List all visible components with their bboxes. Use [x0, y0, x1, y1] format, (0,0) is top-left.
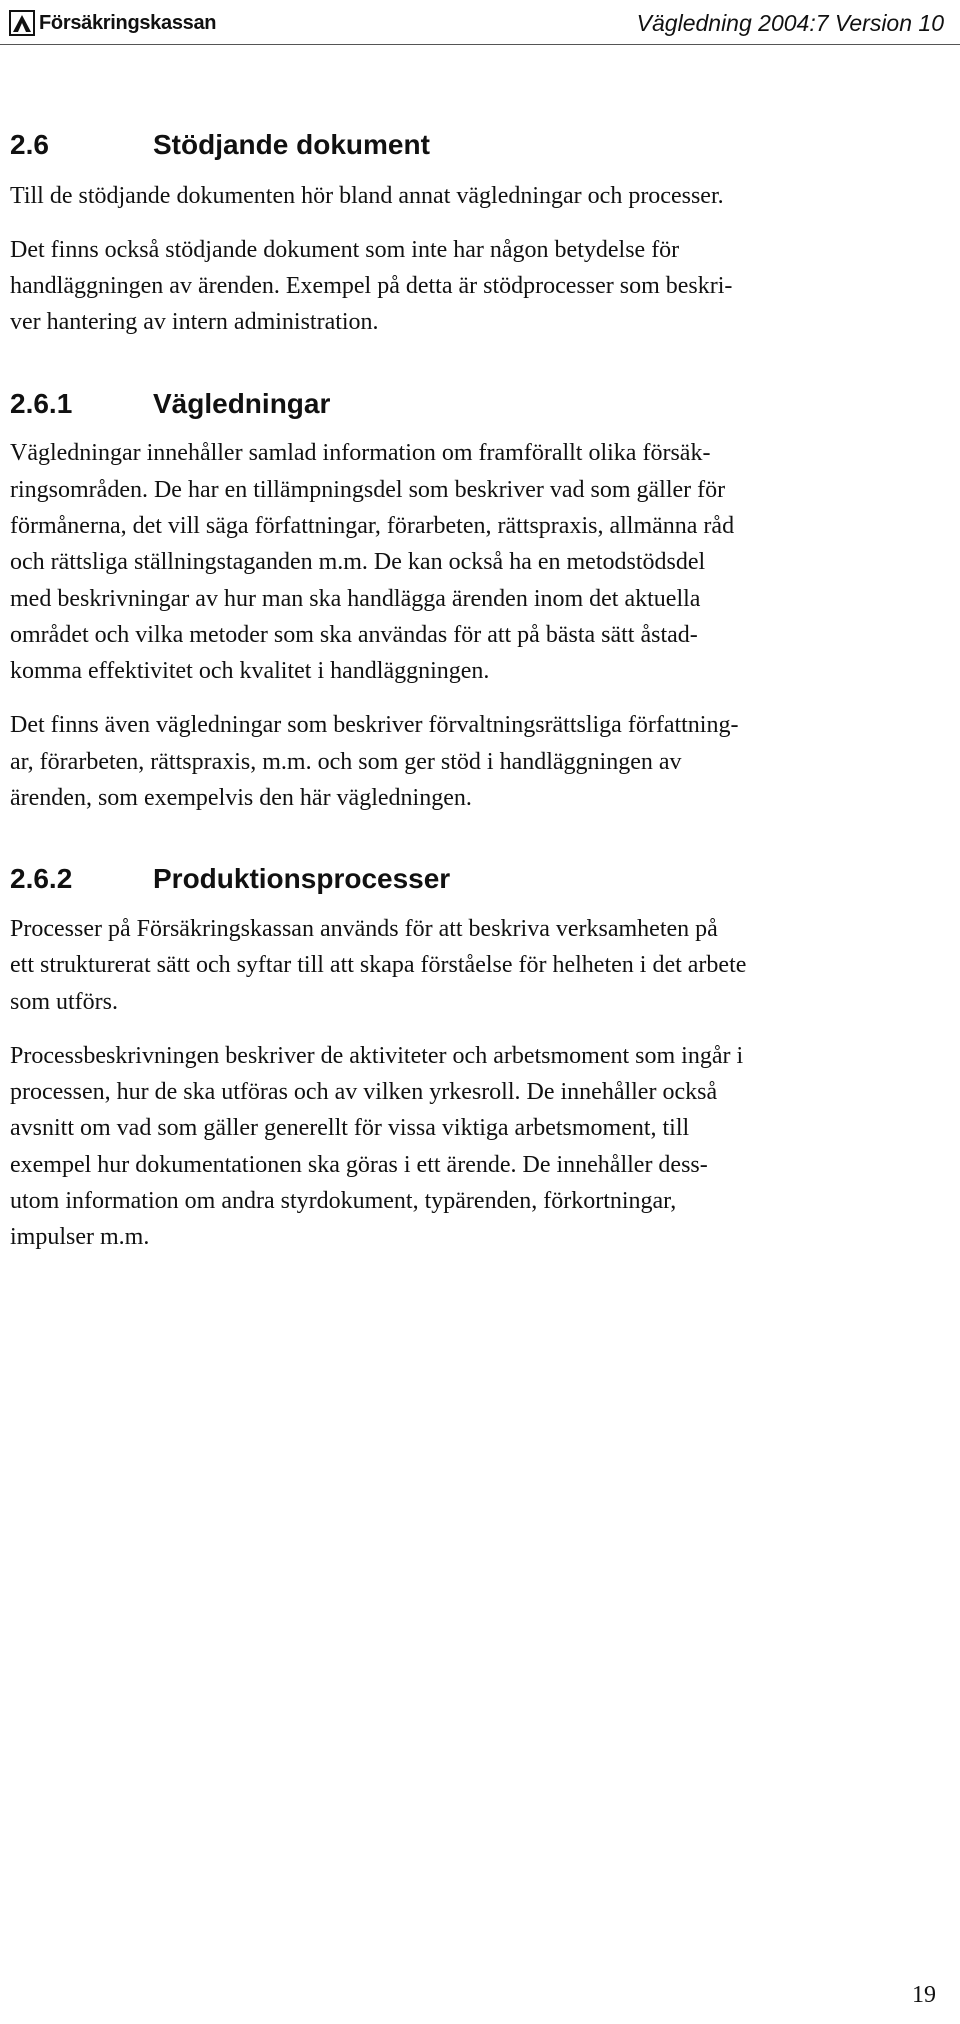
- header-divider: [0, 44, 960, 45]
- logo: [9, 10, 216, 36]
- subsection-number: 2.6.1: [10, 387, 73, 419]
- paragraph: Processer på Försäkringskassan används för att beskriva verksamheten på ett strukturerat sätt och syftar till att skapa förståelse för helheten i det arbete som utförs.: [10, 915, 747, 1015]
- logo-text: Försäkringskassan: [39, 11, 217, 34]
- section-2-6: [10, 128, 940, 341]
- document-body: [10, 128, 940, 1274]
- subsection-heading: [10, 387, 940, 421]
- page-header: [0, 0, 960, 44]
- subsection-number: 2.6.2: [10, 863, 73, 895]
- page-number: 19: [912, 1982, 936, 2008]
- section-title: Stödjande dokument: [153, 129, 430, 160]
- section-2-6-2: [10, 862, 940, 1255]
- paragraph: Processbeskrivningen beskriver de aktiviteter och arbetsmoment som ingår i processen, hur de ska utföras och av vilken yrkesroll. De innehåller också avsnitt om vad som gäller generellt för vissa viktiga arbetsmoment, till exempel hur dokumentationen ska göras i ett ärende. De innehåller dess- utom information om andra styrdokument, typärenden, förkortningar, impulser m.m.: [10, 1042, 744, 1251]
- paragraph: Det finns även vägledningar som beskriver förvaltningsrättsliga författning- ar, förarbeten, rättspraxis, m.m. och som ger stöd i handläggningen av ärenden, som exempelvis den här vägledningen.: [10, 712, 739, 812]
- section-2-6-1: [10, 387, 940, 817]
- paragraph: Till de stödjande dokumenten hör bland annat vägledningar och processer.: [10, 182, 724, 209]
- subsection-heading: [10, 862, 940, 896]
- paragraph: Vägledningar innehåller samlad information om framförallt olika försäk- ringsområden. De har en tillämpningsdel som beskriver vad som gäller för förmånerna, det vill säga författningar, förarbeten, rättspraxis, allmänna råd och rättsliga ställningstaganden m.m. De kan också ha en metodstödsdel med beskrivningar av hur man ska handlägga ärenden inom det aktuella området och vilka metoder som ska användas för att på bästa sätt åstad- komma effektivitet och kvalitet i handläggningen.: [10, 440, 735, 685]
- paragraph: Det finns också stödjande dokument som inte har någon betydelse för handläggningen av ärenden. Exempel på detta är stödprocesser som beskri- ver hantering av intern administration.: [10, 236, 733, 336]
- document-version: Vägledning 2004:7 Version 10: [636, 10, 944, 36]
- subsection-title: Vägledningar: [153, 387, 331, 419]
- section-heading: [10, 128, 940, 162]
- section-number: 2.6: [10, 129, 49, 160]
- subsection-title: Produktionsprocesser: [153, 863, 451, 895]
- logo-icon: [9, 10, 35, 36]
